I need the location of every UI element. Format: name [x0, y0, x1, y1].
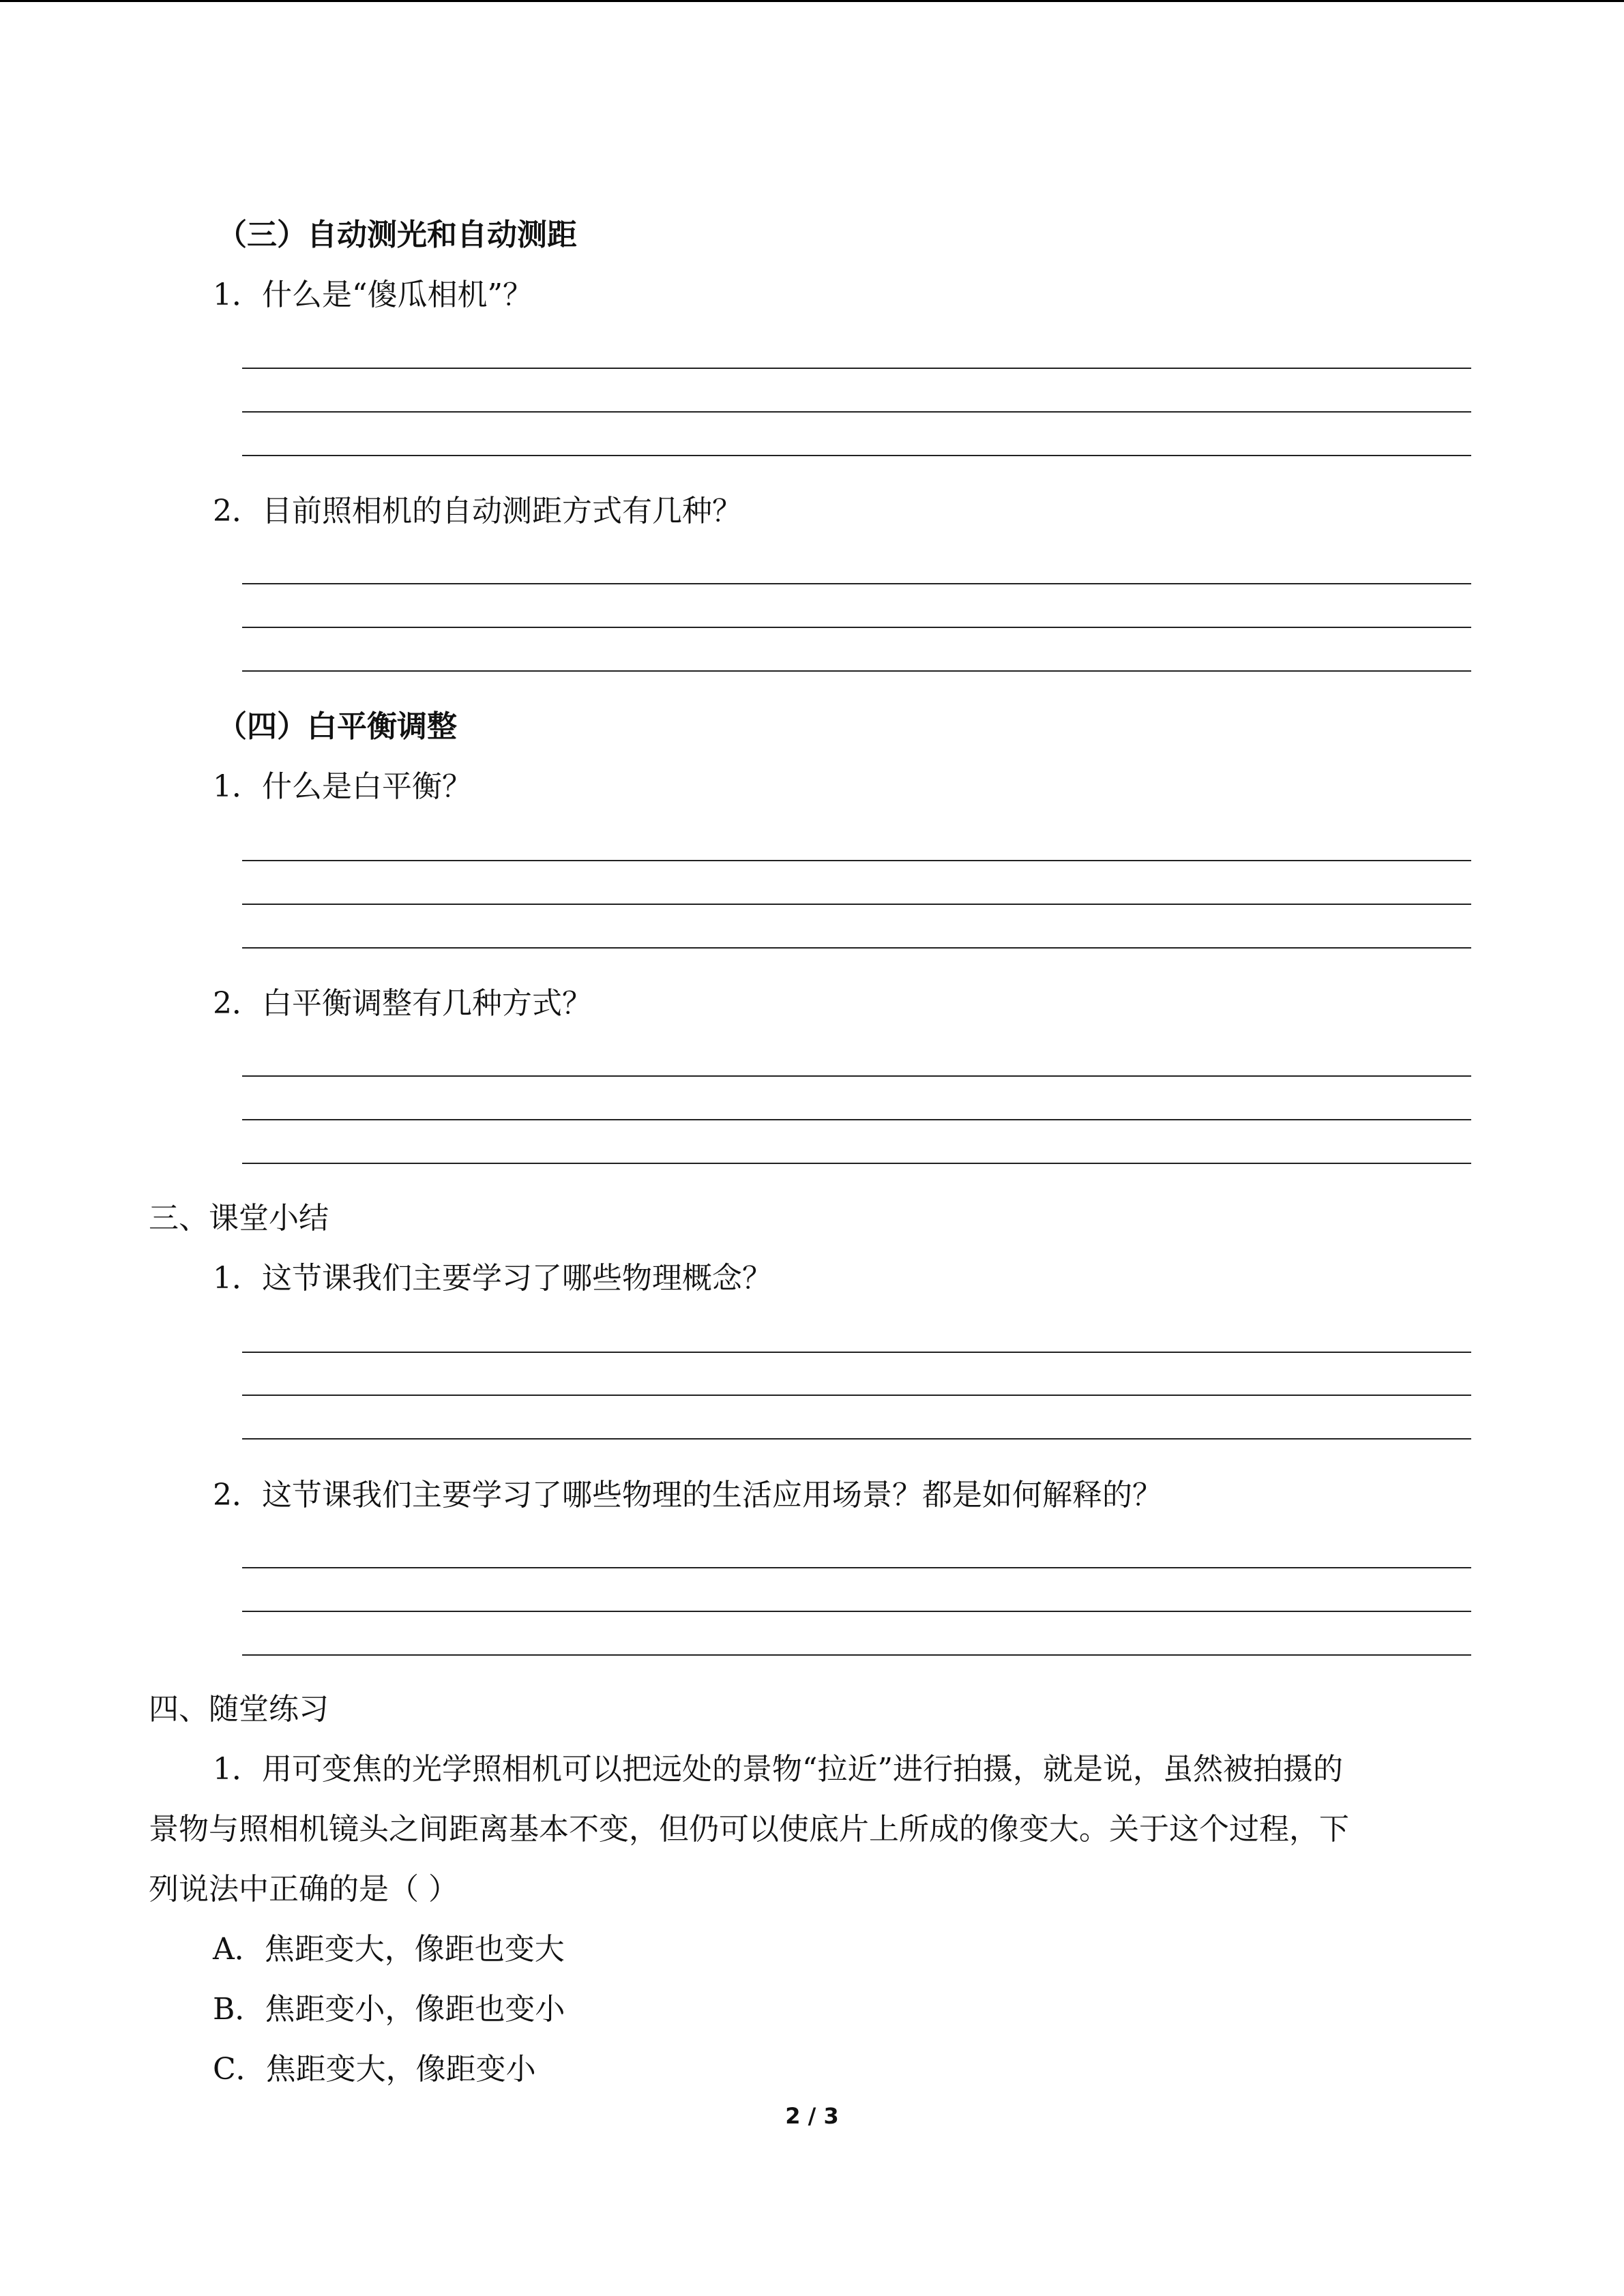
- question-text: 2．白平衡调整有几种方式？: [213, 986, 592, 1021]
- answer-line[interactable]: [242, 368, 1471, 369]
- page-number: 2 / 3: [785, 2103, 839, 2129]
- option-c[interactable]: C．焦距变大，像距变小: [213, 2052, 536, 2087]
- answer-line[interactable]: [242, 627, 1471, 628]
- answer-line[interactable]: [242, 904, 1471, 905]
- answer-line[interactable]: [242, 947, 1471, 949]
- section-heading-white-balance: （四）白平衡调整: [217, 709, 457, 744]
- answer-line[interactable]: [242, 670, 1471, 672]
- section-heading-summary: 三、课堂小结: [149, 1201, 329, 1236]
- option-a[interactable]: A．焦距变大，像距也变大: [213, 1932, 565, 1967]
- answer-line[interactable]: [242, 455, 1471, 456]
- question-text: 2．这节课我们主要学习了哪些物理的生活应用场景？都是如何解释的？: [213, 1478, 1162, 1512]
- answer-line[interactable]: [242, 1352, 1471, 1353]
- answer-line[interactable]: [242, 1075, 1471, 1077]
- answer-line[interactable]: [242, 1567, 1471, 1568]
- answer-line[interactable]: [242, 1611, 1471, 1612]
- answer-line[interactable]: [242, 583, 1471, 584]
- option-b[interactable]: B．焦距变小，像距也变小: [213, 1992, 565, 2027]
- section-heading-auto-metering: （三）自动测光和自动测距: [217, 218, 577, 252]
- question-stem-line: 列说法中正确的是（ ）: [149, 1872, 458, 1907]
- question-text: 1．这节课我们主要学习了哪些物理概念？: [213, 1261, 772, 1296]
- answer-line[interactable]: [242, 860, 1471, 861]
- question-stem-line: 1．用可变焦的光学照相机可以把远处的景物“拉近”进行拍摄，就是说，虽然被拍摄的: [213, 1752, 1343, 1787]
- section-heading-practice: 四、随堂练习: [149, 1692, 329, 1727]
- answer-line[interactable]: [242, 1163, 1471, 1164]
- answer-line[interactable]: [242, 1119, 1471, 1120]
- page-top-border: [0, 0, 1624, 2]
- question-text: 1．什么是白平衡？: [213, 769, 472, 804]
- question-text: 1．什么是“傻瓜相机”？: [213, 278, 533, 312]
- answer-line[interactable]: [242, 1438, 1471, 1440]
- question-stem-line: 景物与照相机镜头之间距离基本不变，但仍可以使底片上所成的像变大。关于这个过程，下: [149, 1812, 1349, 1847]
- answer-line[interactable]: [242, 1654, 1471, 1656]
- answer-line[interactable]: [242, 1395, 1471, 1396]
- question-text: 2．目前照相机的自动测距方式有几种？: [213, 494, 742, 528]
- answer-line[interactable]: [242, 411, 1471, 413]
